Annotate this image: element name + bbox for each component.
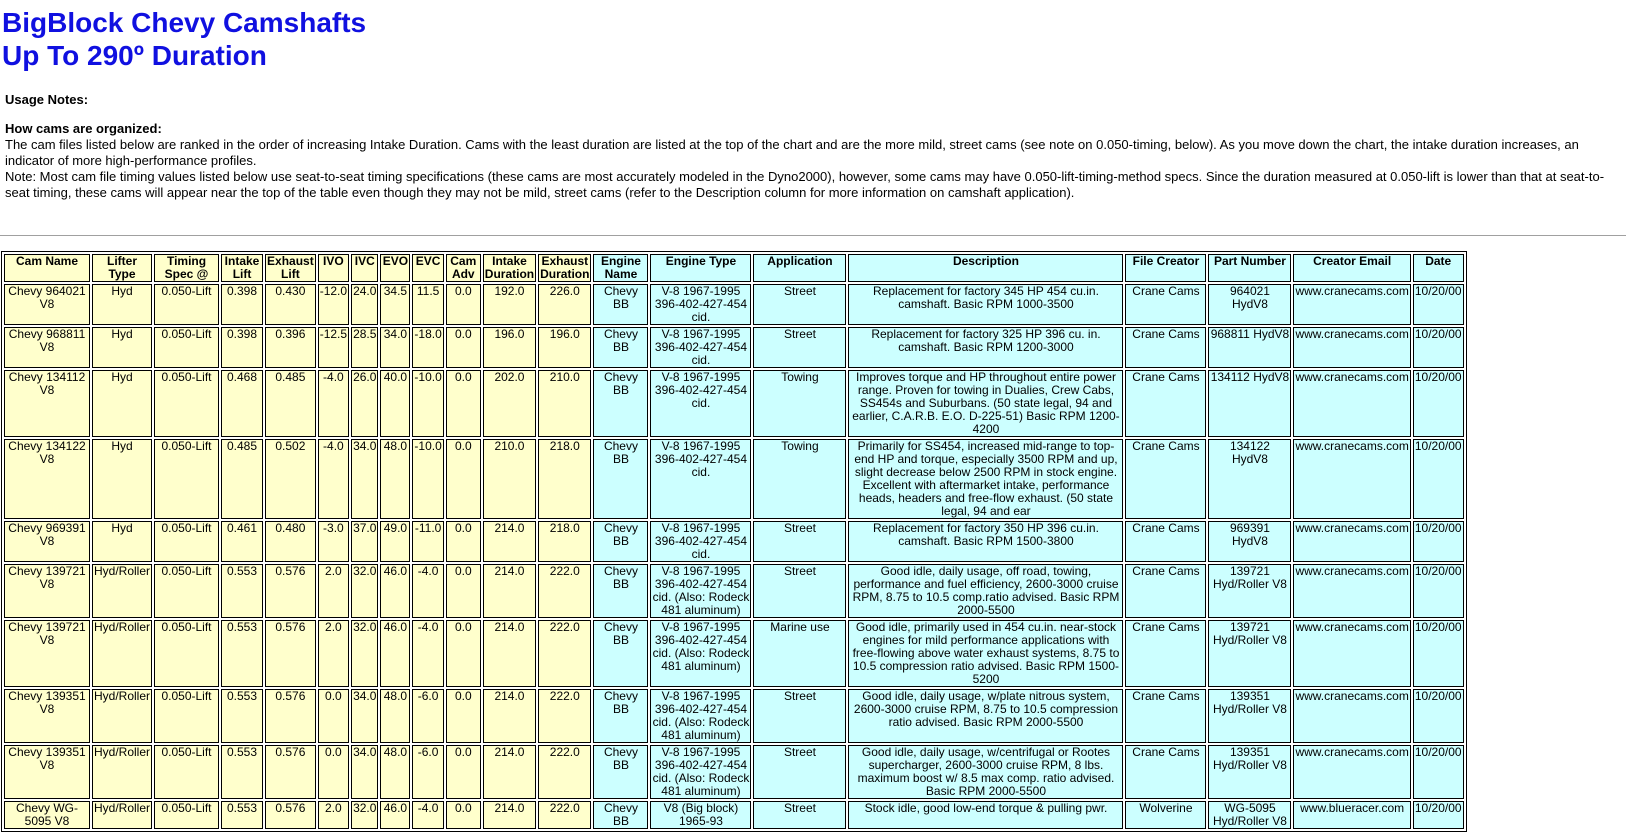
cell-evc: -11.0 xyxy=(412,521,443,562)
cell-file-creator: Crane Cams xyxy=(1125,327,1206,368)
camshaft-table xyxy=(1,251,1467,832)
cell-intake-duration: 214.0 xyxy=(483,801,536,829)
cell-ivo: 2.0 xyxy=(318,801,349,829)
cell-part-number: 134122 HydV8 xyxy=(1208,439,1291,519)
cell-date: 10/20/00 xyxy=(1413,689,1464,743)
cell-timing-spec: 0.050-Lift xyxy=(154,620,219,687)
cell-application: Marine use xyxy=(753,620,846,687)
organization-heading: How cams are organized: xyxy=(5,121,162,136)
cell-date: 10/20/00 xyxy=(1413,620,1464,687)
cell-description: Good idle, primarily used in 454 cu.in. near-stock engines for mild performance applications with free-flowing above water exhaust systems, 8.75 to 10.5 compression ratio advised. Basic RPM 1500-5200 xyxy=(848,620,1123,687)
cell-creator-email: www.cranecams.com xyxy=(1293,327,1410,368)
cell-timing-spec: 0.050-Lift xyxy=(154,801,219,829)
cell-application: Street xyxy=(753,801,846,829)
cell-description: Good idle, daily usage, w/plate nitrous system, 2600-3000 cruise RPM, 8.75 to 10.5 compression ratio advised. Basic RPM 2000-5500 xyxy=(848,689,1123,743)
page-title xyxy=(2,6,366,72)
cell-application: Street xyxy=(753,745,846,799)
cell-intake-lift: 0.553 xyxy=(221,620,263,687)
cell-intake-lift: 0.553 xyxy=(221,564,263,618)
cell-intake-duration: 214.0 xyxy=(483,521,536,562)
cell-evo: 34.0 xyxy=(380,327,410,368)
cell-part-number: 968811 HydV8 xyxy=(1208,327,1291,368)
header-lifter-type: Lifter Type xyxy=(92,254,152,282)
cell-cam-name: Chevy 968811 V8 xyxy=(4,327,90,368)
cell-description: Primarily for SS454, increased mid-range to top-end HP and torque, especially 3500 RPM and up, slight decrease below 2500 RPM in stock engine. Excellent with aftermarket intake, performance heads, headers and free-flow exhaust. (50 state legal, 94 and ear xyxy=(848,439,1123,519)
cell-file-creator: Crane Cams xyxy=(1125,521,1206,562)
cell-exhaust-duration: 222.0 xyxy=(538,620,591,687)
cell-ivo: -3.0 xyxy=(318,521,349,562)
cell-exhaust-lift: 0.480 xyxy=(265,521,316,562)
cell-cam-adv: 0.0 xyxy=(446,801,481,829)
cell-engine-type: V-8 1967-1995 396-402-427-454 cid. xyxy=(650,521,751,562)
cell-application: Towing xyxy=(753,439,846,519)
cell-intake-duration: 214.0 xyxy=(483,620,536,687)
cell-creator-email: www.cranecams.com xyxy=(1293,284,1410,325)
cell-ivo: -12.5 xyxy=(318,327,349,368)
cell-engine-type: V-8 1967-1995 396-402-427-454 cid. (Also: Rodeck 481 aluminum) xyxy=(650,745,751,799)
cell-engine-type: V-8 1967-1995 396-402-427-454 cid. (Also: Rodeck 481 aluminum) xyxy=(650,689,751,743)
cell-exhaust-duration: 222.0 xyxy=(538,801,591,829)
cell-evo: 48.0 xyxy=(380,745,410,799)
cell-exhaust-duration: 222.0 xyxy=(538,745,591,799)
cell-exhaust-lift: 0.576 xyxy=(265,620,316,687)
cell-cam-adv: 0.0 xyxy=(446,689,481,743)
title-line-1: BigBlock Chevy Camshafts xyxy=(2,7,367,38)
header-timing-spec: Timing Spec @ xyxy=(154,254,219,282)
cell-engine-type: V-8 1967-1995 396-402-427-454 cid. xyxy=(650,370,751,437)
cell-ivc: 34.0 xyxy=(351,439,378,519)
header-cam-name: Cam Name xyxy=(4,254,90,282)
cell-cam-adv: 0.0 xyxy=(446,327,481,368)
cell-date: 10/20/00 xyxy=(1413,801,1464,829)
cell-ivo: 0.0 xyxy=(318,689,349,743)
cell-creator-email: www.cranecams.com xyxy=(1293,521,1410,562)
cell-ivo: -4.0 xyxy=(318,439,349,519)
cell-intake-duration: 214.0 xyxy=(483,745,536,799)
cell-intake-lift: 0.553 xyxy=(221,689,263,743)
cell-timing-spec: 0.050-Lift xyxy=(154,370,219,437)
header-file-creator: File Creator xyxy=(1125,254,1206,282)
cell-exhaust-duration: 222.0 xyxy=(538,689,591,743)
cell-file-creator: Crane Cams xyxy=(1125,564,1206,618)
usage-notes-label: Usage Notes: xyxy=(5,92,89,107)
cell-file-creator: Crane Cams xyxy=(1125,689,1206,743)
table-row xyxy=(4,327,1464,368)
cell-date: 10/20/00 xyxy=(1413,564,1464,618)
cell-application: Street xyxy=(753,689,846,743)
cell-evc: -4.0 xyxy=(412,564,443,618)
cell-cam-name: Chevy 134122 V8 xyxy=(4,439,90,519)
header-row xyxy=(4,254,1464,282)
cell-cam-adv: 0.0 xyxy=(446,439,481,519)
cell-ivc: 32.0 xyxy=(351,801,378,829)
cell-ivc: 32.0 xyxy=(351,564,378,618)
header-evo: EVO xyxy=(380,254,410,282)
cell-evc: -4.0 xyxy=(412,620,443,687)
cell-exhaust-lift: 0.502 xyxy=(265,439,316,519)
cell-ivc: 32.0 xyxy=(351,620,378,687)
cell-intake-lift: 0.485 xyxy=(221,439,263,519)
cell-lifter-type: Hyd/Roller xyxy=(92,689,152,743)
cell-creator-email: www.cranecams.com xyxy=(1293,745,1410,799)
cell-engine-type: V-8 1967-1995 396-402-427-454 cid. xyxy=(650,439,751,519)
cell-evo: 46.0 xyxy=(380,801,410,829)
cell-description: Good idle, daily usage, w/centrifugal or Rootes supercharger, 2600-3000 cruise RPM, 8 lbs. maximum boost w/ 8.5 max comp. ratio advised. Basic RPM 2000-5500 xyxy=(848,745,1123,799)
cell-exhaust-duration: 218.0 xyxy=(538,521,591,562)
cell-exhaust-duration: 210.0 xyxy=(538,370,591,437)
cell-ivo: 0.0 xyxy=(318,745,349,799)
cell-exhaust-lift: 0.485 xyxy=(265,370,316,437)
cell-application: Street xyxy=(753,284,846,325)
header-ivo: IVO xyxy=(318,254,349,282)
cell-evo: 34.5 xyxy=(380,284,410,325)
cell-cam-name: Chevy WG-5095 V8 xyxy=(4,801,90,829)
usage-notes xyxy=(5,92,1615,201)
cell-creator-email: www.cranecams.com xyxy=(1293,370,1410,437)
cell-intake-lift: 0.468 xyxy=(221,370,263,437)
cell-cam-adv: 0.0 xyxy=(446,564,481,618)
cell-timing-spec: 0.050-Lift xyxy=(154,564,219,618)
cell-application: Towing xyxy=(753,370,846,437)
table-body xyxy=(4,284,1464,829)
cell-engine-name: Chevy BB xyxy=(593,620,648,687)
cell-cam-adv: 0.0 xyxy=(446,745,481,799)
cell-ivo: 2.0 xyxy=(318,564,349,618)
cell-cam-name: Chevy 964021 V8 xyxy=(4,284,90,325)
cell-ivc: 24.0 xyxy=(351,284,378,325)
header-ivc: IVC xyxy=(351,254,378,282)
table-row xyxy=(4,689,1464,743)
cell-engine-name: Chevy BB xyxy=(593,327,648,368)
header-creator-email: Creator Email xyxy=(1293,254,1410,282)
cell-lifter-type: Hyd xyxy=(92,370,152,437)
header-date: Date xyxy=(1413,254,1464,282)
cell-cam-name: Chevy 969391 V8 xyxy=(4,521,90,562)
cell-engine-type: V8 (Big block) 1965-93 xyxy=(650,801,751,829)
cell-ivc: 26.0 xyxy=(351,370,378,437)
cell-evc: -10.0 xyxy=(412,439,443,519)
header-engine-name: Engine Name xyxy=(593,254,648,282)
cell-timing-spec: 0.050-Lift xyxy=(154,521,219,562)
table-row xyxy=(4,745,1464,799)
header-description: Description xyxy=(848,254,1123,282)
cell-lifter-type: Hyd xyxy=(92,284,152,325)
cell-cam-name: Chevy 139721 V8 xyxy=(4,620,90,687)
cell-application: Street xyxy=(753,327,846,368)
cell-exhaust-lift: 0.576 xyxy=(265,689,316,743)
cell-lifter-type: Hyd/Roller xyxy=(92,620,152,687)
cell-ivo: 2.0 xyxy=(318,620,349,687)
cell-evo: 40.0 xyxy=(380,370,410,437)
header-engine-type: Engine Type xyxy=(650,254,751,282)
cell-timing-spec: 0.050-Lift xyxy=(154,327,219,368)
cell-exhaust-lift: 0.576 xyxy=(265,564,316,618)
cell-engine-name: Chevy BB xyxy=(593,745,648,799)
cell-date: 10/20/00 xyxy=(1413,745,1464,799)
cell-ivc: 37.0 xyxy=(351,521,378,562)
cell-ivo: -4.0 xyxy=(318,370,349,437)
cell-engine-name: Chevy BB xyxy=(593,801,648,829)
cell-exhaust-lift: 0.396 xyxy=(265,327,316,368)
table-row xyxy=(4,370,1464,437)
cell-engine-type: V-8 1967-1995 396-402-427-454 cid. (Also: Rodeck 481 aluminum) xyxy=(650,564,751,618)
cell-date: 10/20/00 xyxy=(1413,439,1464,519)
cell-application: Street xyxy=(753,521,846,562)
cell-creator-email: www.cranecams.com xyxy=(1293,620,1410,687)
cell-lifter-type: Hyd xyxy=(92,439,152,519)
cell-intake-duration: 214.0 xyxy=(483,564,536,618)
cell-file-creator: Wolverine xyxy=(1125,801,1206,829)
cell-timing-spec: 0.050-Lift xyxy=(154,745,219,799)
cell-engine-type: V-8 1967-1995 396-402-427-454 cid. (Also: Rodeck 481 aluminum) xyxy=(650,620,751,687)
cell-description: Replacement for factory 325 HP 396 cu. in. camshaft. Basic RPM 1200-3000 xyxy=(848,327,1123,368)
cell-description: Stock idle, good low-end torque & pulling pwr. xyxy=(848,801,1123,829)
cell-engine-name: Chevy BB xyxy=(593,521,648,562)
cell-part-number: WG-5095 Hyd/Roller V8 xyxy=(1208,801,1291,829)
cell-evc: 11.5 xyxy=(412,284,443,325)
header-cam-adv: Cam Adv xyxy=(446,254,481,282)
cell-evo: 48.0 xyxy=(380,439,410,519)
cell-cam-name: Chevy 134112 V8 xyxy=(4,370,90,437)
header-evc: EVC xyxy=(412,254,443,282)
table-row xyxy=(4,564,1464,618)
cell-date: 10/20/00 xyxy=(1413,327,1464,368)
title-line-2: Up To 290º Duration xyxy=(2,40,267,71)
cell-exhaust-lift: 0.430 xyxy=(265,284,316,325)
cell-engine-name: Chevy BB xyxy=(593,284,648,325)
cell-part-number: 139721 Hyd/Roller V8 xyxy=(1208,564,1291,618)
table-row xyxy=(4,521,1464,562)
cell-ivc: 28.5 xyxy=(351,327,378,368)
header-application: Application xyxy=(753,254,846,282)
cell-application: Street xyxy=(753,564,846,618)
cell-evo: 46.0 xyxy=(380,620,410,687)
cell-engine-name: Chevy BB xyxy=(593,370,648,437)
cell-part-number: 134112 HydV8 xyxy=(1208,370,1291,437)
cell-intake-lift: 0.398 xyxy=(221,284,263,325)
cell-part-number: 969391 HydV8 xyxy=(1208,521,1291,562)
cell-intake-duration: 192.0 xyxy=(483,284,536,325)
cell-intake-lift: 0.553 xyxy=(221,801,263,829)
cell-intake-duration: 202.0 xyxy=(483,370,536,437)
cell-description: Improves torque and HP throughout entire power range. Proven for towing in Dualies, Crew Cabs, SS454s and Suburbans. (50 state legal, 94 and earlier, C.A.R.B. E.O. D-225-51) Basic RPM 1200-4200 xyxy=(848,370,1123,437)
cell-intake-lift: 0.461 xyxy=(221,521,263,562)
cell-date: 10/20/00 xyxy=(1413,521,1464,562)
cell-part-number: 964021 HydV8 xyxy=(1208,284,1291,325)
cell-intake-duration: 196.0 xyxy=(483,327,536,368)
cell-cam-name: Chevy 139721 V8 xyxy=(4,564,90,618)
cell-cam-name: Chevy 139351 V8 xyxy=(4,745,90,799)
cell-intake-lift: 0.553 xyxy=(221,745,263,799)
cell-cam-adv: 0.0 xyxy=(446,284,481,325)
header-intake-lift: Intake Lift xyxy=(221,254,263,282)
timing-note-paragraph: Note: Most cam file timing values listed below use seat-to-seat timing specifications (these cams are most accurately modeled in the Dyno2000), however, some cams may have 0.050-lift-timing-method specs. Since the duration measured at 0.050-lift is lower than that at seat-to-seat timing, these cams will appear near the top of the table even though they may not be mild, street cams (refer to the Description column for more information on camshaft application). xyxy=(5,169,1605,200)
cell-ivc: 34.0 xyxy=(351,689,378,743)
cell-description: Replacement for factory 350 HP 396 cu.in. camshaft. Basic RPM 1500-3800 xyxy=(848,521,1123,562)
cell-evo: 48.0 xyxy=(380,689,410,743)
cell-cam-adv: 0.0 xyxy=(446,521,481,562)
cell-creator-email: www.cranecams.com xyxy=(1293,564,1410,618)
cell-engine-name: Chevy BB xyxy=(593,689,648,743)
cell-part-number: 139721 Hyd/Roller V8 xyxy=(1208,620,1291,687)
cell-date: 10/20/00 xyxy=(1413,370,1464,437)
cell-description: Replacement for factory 345 HP 454 cu.in. camshaft. Basic RPM 1000-3500 xyxy=(848,284,1123,325)
cell-creator-email: www.cranecams.com xyxy=(1293,689,1410,743)
table-row xyxy=(4,284,1464,325)
cell-engine-type: V-8 1967-1995 396-402-427-454 cid. xyxy=(650,327,751,368)
cell-lifter-type: Hyd xyxy=(92,327,152,368)
horizontal-rule xyxy=(0,235,1626,236)
cell-date: 10/20/00 xyxy=(1413,284,1464,325)
cell-lifter-type: Hyd/Roller xyxy=(92,564,152,618)
cell-evc: -18.0 xyxy=(412,327,443,368)
header-part-number: Part Number xyxy=(1208,254,1291,282)
cell-timing-spec: 0.050-Lift xyxy=(154,689,219,743)
organization-paragraph: The cam files listed below are ranked in the order of increasing Intake Duration. Cams with the least duration are listed at the top of the chart and are the more mild, street cams (see note on 0.050-timing, below). As you move down the chart, the intake duration increases, an indicator of more high-performance profiles. xyxy=(5,137,1579,168)
cell-file-creator: Crane Cams xyxy=(1125,620,1206,687)
cell-intake-duration: 210.0 xyxy=(483,439,536,519)
cell-file-creator: Crane Cams xyxy=(1125,284,1206,325)
cell-evc: -6.0 xyxy=(412,745,443,799)
cell-part-number: 139351 Hyd/Roller V8 xyxy=(1208,689,1291,743)
cell-file-creator: Crane Cams xyxy=(1125,370,1206,437)
cell-part-number: 139351 Hyd/Roller V8 xyxy=(1208,745,1291,799)
header-intake-duration: Intake Duration xyxy=(484,254,535,281)
cell-exhaust-duration: 218.0 xyxy=(538,439,591,519)
cell-evo: 46.0 xyxy=(380,564,410,618)
cell-exhaust-duration: 222.0 xyxy=(538,564,591,618)
cell-cam-adv: 0.0 xyxy=(446,620,481,687)
cell-creator-email: www.blueracer.com xyxy=(1293,801,1410,829)
header-exhaust-duration: Exhaust Duration xyxy=(540,254,590,281)
cell-evc: -4.0 xyxy=(412,801,443,829)
cell-lifter-type: Hyd xyxy=(92,521,152,562)
cell-description: Good idle, daily usage, off road, towing, performance and fuel efficiency, 2600-3000 cruise RPM, 8.75 to 10.5 comp.ratio advised. Basic RPM 2000-5500 xyxy=(848,564,1123,618)
table-row xyxy=(4,620,1464,687)
cell-lifter-type: Hyd/Roller xyxy=(92,745,152,799)
cell-exhaust-duration: 196.0 xyxy=(538,327,591,368)
cell-file-creator: Crane Cams xyxy=(1125,439,1206,519)
header-exhaust-lift: Exhaust Lift xyxy=(267,254,314,281)
cell-ivc: 34.0 xyxy=(351,745,378,799)
cell-engine-type: V-8 1967-1995 396-402-427-454 cid. xyxy=(650,284,751,325)
cell-exhaust-lift: 0.576 xyxy=(265,745,316,799)
cell-timing-spec: 0.050-Lift xyxy=(154,284,219,325)
cell-evc: -6.0 xyxy=(412,689,443,743)
cell-evo: 49.0 xyxy=(380,521,410,562)
cell-engine-name: Chevy BB xyxy=(593,564,648,618)
table-row xyxy=(4,439,1464,519)
cell-ivo: -12.0 xyxy=(318,284,349,325)
cell-cam-adv: 0.0 xyxy=(446,370,481,437)
cell-creator-email: www.cranecams.com xyxy=(1293,439,1410,519)
cell-exhaust-lift: 0.576 xyxy=(265,801,316,829)
cell-lifter-type: Hyd/Roller xyxy=(92,801,152,829)
cell-evc: -10.0 xyxy=(412,370,443,437)
cell-intake-lift: 0.398 xyxy=(221,327,263,368)
cell-exhaust-duration: 226.0 xyxy=(538,284,591,325)
cell-file-creator: Crane Cams xyxy=(1125,745,1206,799)
table-row xyxy=(4,801,1464,829)
cell-timing-spec: 0.050-Lift xyxy=(154,439,219,519)
cell-engine-name: Chevy BB xyxy=(593,439,648,519)
cell-cam-name: Chevy 139351 V8 xyxy=(4,689,90,743)
cell-intake-duration: 214.0 xyxy=(483,689,536,743)
